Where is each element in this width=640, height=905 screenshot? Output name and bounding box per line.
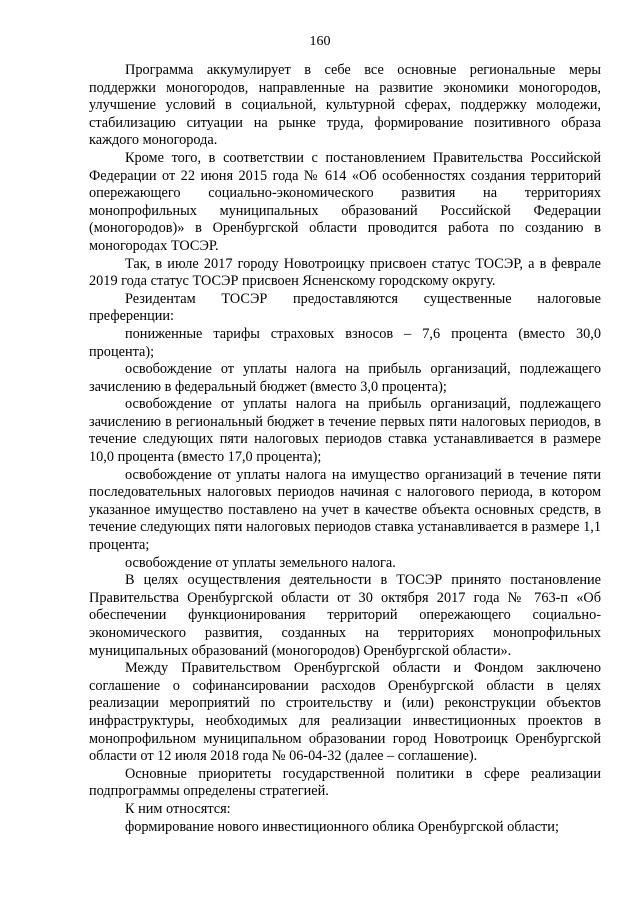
paragraph-priorities-list-intro: К ним относятся: [125, 800, 231, 817]
page-number: 160 [309, 34, 331, 49]
document-body [89, 62, 601, 836]
paragraph-investment-image: формирование нового инвестиционного облика Оренбургской области; [125, 818, 559, 835]
paragraph-regional-profit-tax: освобождение от уплаты налога на прибыль организаций, подлежащего зачислению в региональный бюджет в течение первых пяти налоговых периодов, в течение следующих пяти налоговых периодов ставка устанавливается в размере 10,0 процента (вместо 17,0 процента); [89, 396, 601, 466]
paragraph-tosr-status: Так, в июле 2017 городу Новотроицку присвоен статус ТОСЭР, а в феврале 2019 года статус ТОСЭР присвоен Ясненскому городскому округу. [89, 255, 601, 290]
paragraph-policy-priorities: Основные приоритеты государственной политики в сфере реализации подпрограммы определены стратегией. [89, 765, 601, 800]
paragraph-cofinancing-agreement: Между Правительством Оренбургской области и Фондом заключено соглашение о софинансировании расходов Оренбургской области в целях реализации мероприятий по строительству и (или) реконструкции объектов инфраструктуры, необходимых для реализации инвестиционных проектов в монопрофильном муниципальном образовании город Новотроицк Оренбургской области от 12 июля 2018 года № 06-04-32 (далее – соглашение). [89, 660, 601, 765]
paragraph-property-tax: освобождение от уплаты налога на имущество организаций в течение пяти последовательных налоговых периодов начиная с налогового периода, в котором указанное имущество поставлено на учет в качестве объекта основных средств, в течение следующих пяти налоговых периодов ставка устанавливается в размере 1,1 процента; [89, 466, 601, 554]
paragraph-regional-decree-763: В целях осуществления деятельности в ТОСЭР принято постановление Правительства Оренбургской области от 30 октября 2017 года № 763-п «Об обеспечении функционирования территорий опережающего социально-экономического развития, созданных на территориях монопрофильных муниципальных образований (моногородов) Оренбургской области». [89, 572, 601, 659]
paragraph-land-tax: освобождение от уплаты земельного налога. [125, 554, 396, 571]
paragraph-government-decree-614: Кроме того, в соответствии с постановлением Правительства Российской Федерации от 22 июня 2015 года № 614 «Об особенностях создания территорий опережающего социально-экономического развития на территориях монопрофильных муниципальных образований Российской Федерации (моногородов)» в Оренбургской области проводится работа по созданию в моногородах ТОСЭР. [89, 149, 601, 254]
paragraph-federal-profit-tax: освобождение от уплаты налога на прибыль организаций, подлежащего зачислению в федеральный бюджет (вместо 3,0 процента); [89, 361, 601, 395]
paragraph-insurance-rates: пониженные тарифы страховых взносов – 7,6 процента (вместо 30,0 процента); [89, 325, 601, 360]
paragraph-tax-preferences-intro: Резидентам ТОСЭР предоставляются существенные налоговые преференции: [89, 290, 601, 325]
paragraph-program-summary: Программа аккумулирует в себе все основные региональные меры поддержки моногородов, направленные на развитие экономики моногородов, улучшение условий в социальной, культурной сферах, поддержку молодежи, стабилизацию ситуации на рынке труда, формирование позитивного образа каждого моногорода. [89, 62, 601, 149]
